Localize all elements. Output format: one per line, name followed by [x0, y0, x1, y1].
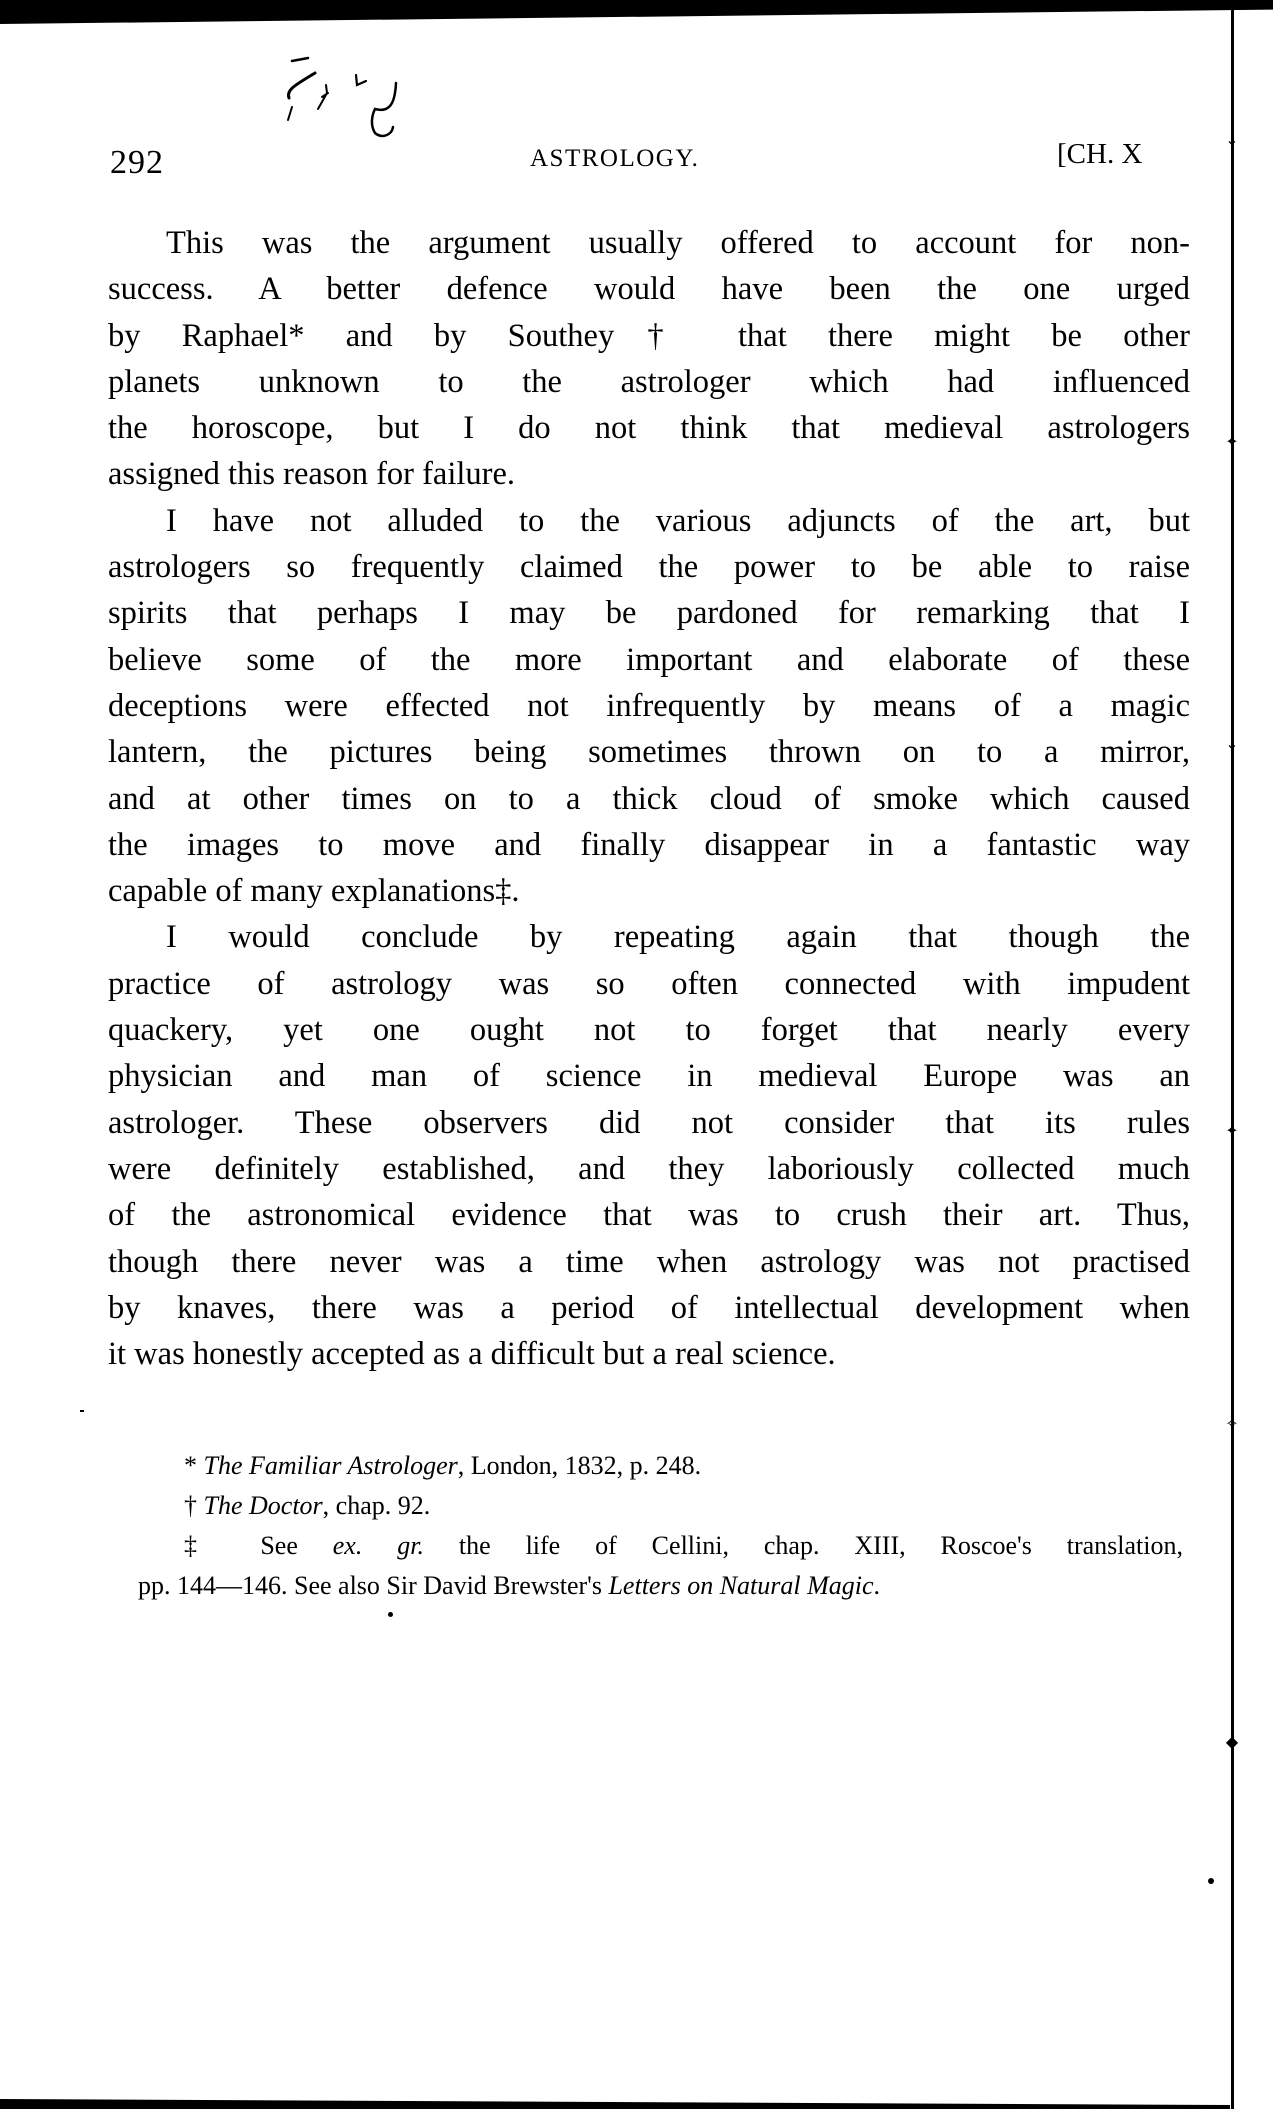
- binding-mark-icon: ✧: [1225, 1416, 1239, 1433]
- paragraph-line: deceptions were effected not infrequently by means of a magic: [108, 687, 1190, 724]
- paragraph-line: lantern, the pictures being sometimes thrown on to a mirror,: [108, 734, 1190, 771]
- footnote-3: [138, 1526, 1183, 1566]
- paragraph-line: the images to move and finally disappear in a fantastic way: [108, 826, 1190, 863]
- scan-top-border: [0, 0, 1273, 24]
- footnote-text: .: [873, 1571, 881, 1600]
- footnote-title: The Familiar Astrologer: [203, 1451, 458, 1480]
- paragraph-line: by Raphael* and by Southey† that there might be other: [108, 317, 1190, 354]
- footnote-2: [138, 1486, 1183, 1526]
- binding-mark-icon: ✦: [1225, 1123, 1239, 1140]
- binding-mark-icon: ✦: [1225, 434, 1239, 451]
- paragraph-line: it was honestly accepted as a difficult but a real science.: [108, 1336, 836, 1373]
- body-text: [108, 220, 1190, 1377]
- paragraph-line: assigned this reason for failure.: [108, 456, 516, 493]
- paragraph-line: I would conclude by repeating again that though the: [166, 919, 1190, 956]
- footnote-text: See: [260, 1531, 298, 1560]
- footnote-text: pp. 144—146. See also Sir David Brewster's: [138, 1571, 602, 1600]
- footnote-separator: [80, 1410, 84, 1412]
- paragraph-line: were definitely established, and they laboriously collected much: [108, 1150, 1190, 1187]
- binding-mark-icon: ⌄: [1225, 132, 1239, 149]
- paragraph-line: quackery, yet one ought not to forget that nearly every: [108, 1012, 1190, 1049]
- stray-dot: [1208, 1878, 1214, 1884]
- footnote-title: Letters on Natural Magic: [608, 1571, 874, 1600]
- footnote-title: The Doctor: [203, 1491, 323, 1520]
- paragraph-line: planets unknown to the astrologer which had influenced: [108, 363, 1190, 400]
- paragraph-line: practice of astrology was so often connected with impudent: [108, 965, 1190, 1002]
- footnote-marker: ‡: [184, 1531, 226, 1560]
- footnote-text: , London, 1832, p. 248.: [457, 1451, 702, 1480]
- scan-bottom-border: [0, 2099, 1230, 2109]
- paragraph-line: and at other times on to a thick cloud of smoke which caused: [108, 780, 1190, 817]
- handwritten-annotation-icon: [280, 55, 450, 155]
- footnotes: [138, 1446, 1183, 1606]
- binding-edge-line: [1231, 0, 1234, 2109]
- paragraph-line: of the astronomical evidence that was to crush their art. Thus,: [108, 1197, 1190, 1234]
- chapter-reference: [CH. X: [1057, 138, 1143, 170]
- running-title: ASTROLOGY.: [530, 145, 700, 172]
- paragraph-line: success. A better defence would have been the one urged: [108, 271, 1190, 308]
- paragraph-line: physician and man of science in medieval Europe was an: [108, 1058, 1190, 1095]
- paragraph-line: This was the argument usually offered to account for non-: [166, 225, 1190, 261]
- paragraph-line: astrologers so frequently claimed the power to be able to raise: [108, 549, 1190, 586]
- binding-mark-icon: ⌄: [1225, 736, 1239, 753]
- footnote-marker: *: [184, 1451, 197, 1480]
- page-number: 292: [110, 144, 164, 181]
- binding-mark-icon: ◆: [1225, 1734, 1239, 1751]
- paragraph-line: spirits that perhaps I may be pardoned for remarking that I: [108, 595, 1190, 632]
- paragraph-line: capable of many explanations‡.: [108, 873, 520, 910]
- footnote-text: , chap. 92.: [322, 1491, 431, 1520]
- paragraph-line: astrologer. These observers did not consider that its rules: [108, 1104, 1190, 1141]
- footnote-3-continuation: [138, 1566, 1183, 1606]
- footnote-abbreviation: ex. gr.: [332, 1531, 424, 1560]
- paragraph-line: believe some of the more important and elaborate of these: [108, 641, 1190, 678]
- paragraph-line: I have not alluded to the various adjuncts of the art, but: [166, 502, 1190, 539]
- paragraph-line: though there never was a time when astrology was not practised: [108, 1243, 1190, 1280]
- paragraph-line: by knaves, there was a period of intellectual development when: [108, 1289, 1190, 1326]
- running-head: [0, 138, 1273, 182]
- footnote-text: the life of Cellini, chap. XIII, Roscoe's translation,: [458, 1531, 1184, 1560]
- paragraph-line: the horoscope, but I do not think that medieval astrologers: [108, 410, 1190, 447]
- footnote-1: [138, 1446, 1183, 1486]
- stray-dot: [388, 1612, 393, 1617]
- footnote-marker: †: [184, 1491, 197, 1520]
